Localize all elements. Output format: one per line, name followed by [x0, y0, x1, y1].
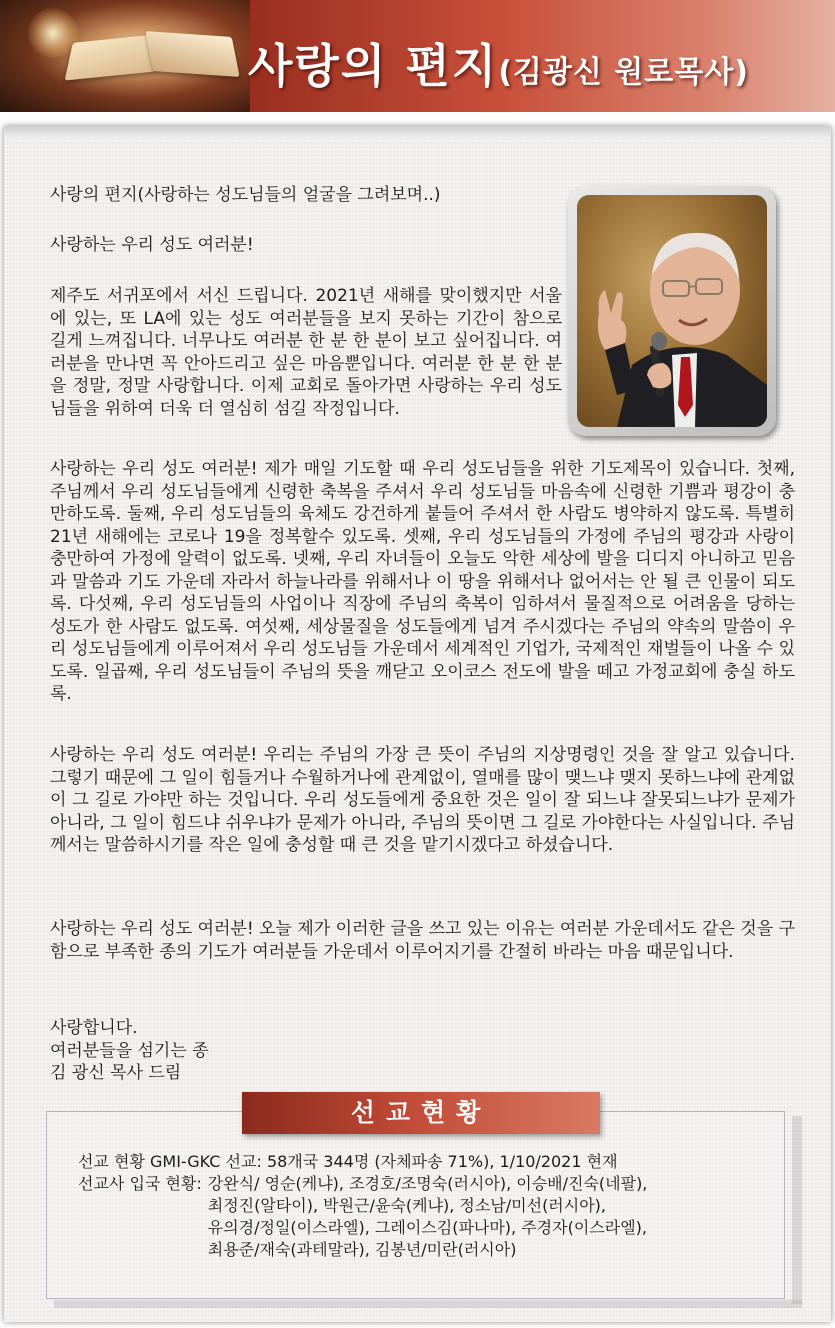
letter-heading-text: 사랑의 편지(사랑하는 성도님들의 얼굴을 그려보며..)	[50, 185, 441, 205]
closing-line: 여러분들을 섬기는 종	[50, 1040, 209, 1061]
signature-line: 김 광신 목사 드림	[50, 1063, 182, 1083]
letter-paragraph-4	[50, 918, 795, 963]
page-title-main: 사랑의 편지	[248, 39, 499, 93]
letter-paragraph-1	[50, 285, 562, 420]
letter-salutation	[50, 234, 795, 257]
pastor-portrait	[577, 195, 767, 427]
missionaries-row	[78, 1173, 778, 1261]
paragraph-text: 제주도 서귀포에서 서신 드립니다. 2021년 새해를 맞이했지만 서울에 있는, 또 LA에 있는 성도 여러분들을 보지 못하는 기간이 참으로 길게 느껴집니다. 너무나도 여러분 한 분 한 분이 보고 싶어집니다. 여러분을 만나면 꼭 안아드리고 싶은 마음뿐입니다. 여러분 한 분 한 분을 정말, 정말 사랑합니다. 이제 교회로 돌아가면 사랑하는 우리 성도님들을 위하여 더욱 더 열심히 섬길 작정입니다.	[50, 286, 562, 419]
letter-paragraph-2	[50, 458, 795, 706]
page-title-subtitle: (김광신 원로목사)	[498, 55, 749, 90]
letter-salutation-text: 사랑하는 우리 성도 여러분!	[50, 235, 254, 255]
mission-status-header: 선교현황	[242, 1092, 600, 1134]
open-book-right-page	[145, 31, 239, 77]
header-banner	[0, 0, 835, 112]
page-title	[248, 30, 749, 96]
missionaries-line: 강완식/ 영순(케냐), 조경호/조명숙(러시아), 이승배/진숙(네팔),	[207, 1174, 648, 1193]
paragraph-text: 사랑하는 우리 성도 여러분! 제가 매일 기도할 때 우리 성도님들을 위한 기도제목이 있습니다. 첫째, 주님께서 우리 성도님들에게 신령한 축복을 주셔서 우리 성도님들 마음속에 신령한 기쁨과 평강이 충만하도록. 둘째, 우리 성도님들의 육체도 강건하게 붙들어 주셔서 한 사람도 병약하지 않도록. 특별히 21년 새해에는 코로나 19을 정복할수 있도록. 셋째, 우리 성도님들의 가정에 주님의 평강과 사랑이 충만하여 가정에 알력이 없도록. 넷째, 우리 자녀들이 오늘도 악한 세상에 발을 디디지 아니하고 믿음과 말씀과 기도 가운데 자라서 하늘나라를 위해서나 이 땅을 위해서나 없어서는 안 될 큰 인물이 되도록. 다섯째, 우리 성도님들의 사업이나 직장에 주님의 축복이 임하셔서 물질적으로 어려움을 당하는 성도가 한 사람도 없도록. 여섯째, 세상물질을 성도들에게 넘겨 주시겠다는 주님의 약속의 말씀이 우리 성도님들에게 이루어져서 우리 성도님들 가운데서 세계적인 기업가, 국제적인 재벌들이 나올 수 있도록. 일곱째, 우리 성도님들이 주님의 뜻을 깨닫고 오이코스 전도에 발을 떼고 가정교회에 충실 하도록.	[50, 459, 795, 704]
missionaries-line: 최용준/재숙(과테말라), 김봉년/미란(러시아)	[207, 1240, 517, 1259]
paragraph-text: 사랑하는 우리 성도 여러분! 오늘 제가 이러한 글을 쓰고 있는 이유는 여러분 가운데서도 같은 것을 구함으로 부족한 종의 기도가 여러분들 가운데서 이루어지기를 간절히 바라는 마음 때문입니다.	[50, 919, 795, 962]
mission-status-content	[78, 1151, 778, 1261]
missionaries-label: 선교사 입국 현황:	[78, 1174, 202, 1193]
mission-box-shadow-bottom	[54, 1300, 802, 1308]
mission-summary-line: 선교 현황 GMI-GKC 선교: 58개국 344명 (자체파송 71%), 1/10/2021 현재	[78, 1152, 618, 1171]
letter-heading	[50, 184, 795, 207]
letter-closing	[50, 1017, 795, 1085]
missionaries-list	[208, 1173, 648, 1261]
pastor-portrait-frame	[568, 186, 776, 436]
letter-paragraph-3	[50, 744, 795, 857]
paragraph-text: 사랑하는 우리 성도 여러분! 우리는 주님의 가장 큰 뜻이 주님의 지상명령인 것을 잘 알고 있습니다. 그렇기 때문에 그 일이 힘들거나 수월하거나에 관계없이, 열매를 많이 맺느냐 맺지 못하느냐에 관계없이 그 길로 가야만 하는 것입니다. 우리 성도들에게 중요한 것은 일이 잘 되느냐 잘못되느냐가 문제가 아니라, 그 일이 힘드냐 쉬우냐가 문제가 아니라, 주님의 뜻이면 그 길로 가야한다는 사실입니다. 주님께서는 말씀하시기를 작은 일에 충성할 때 큰 것을 맡기시겠다고 하셨습니다.	[50, 745, 795, 855]
mission-box-shadow	[792, 1116, 802, 1304]
missionaries-line: 유의경/정일(이스라엘), 그레이스김(파나마), 주경자(이스라엘),	[207, 1218, 647, 1237]
missionaries-line: 최정진(알타이), 박원근/윤숙(케냐), 정소남/미선(러시아),	[207, 1196, 607, 1215]
closing-line: 사랑합니다.	[50, 1018, 138, 1038]
bible-candle-photo	[0, 0, 250, 112]
